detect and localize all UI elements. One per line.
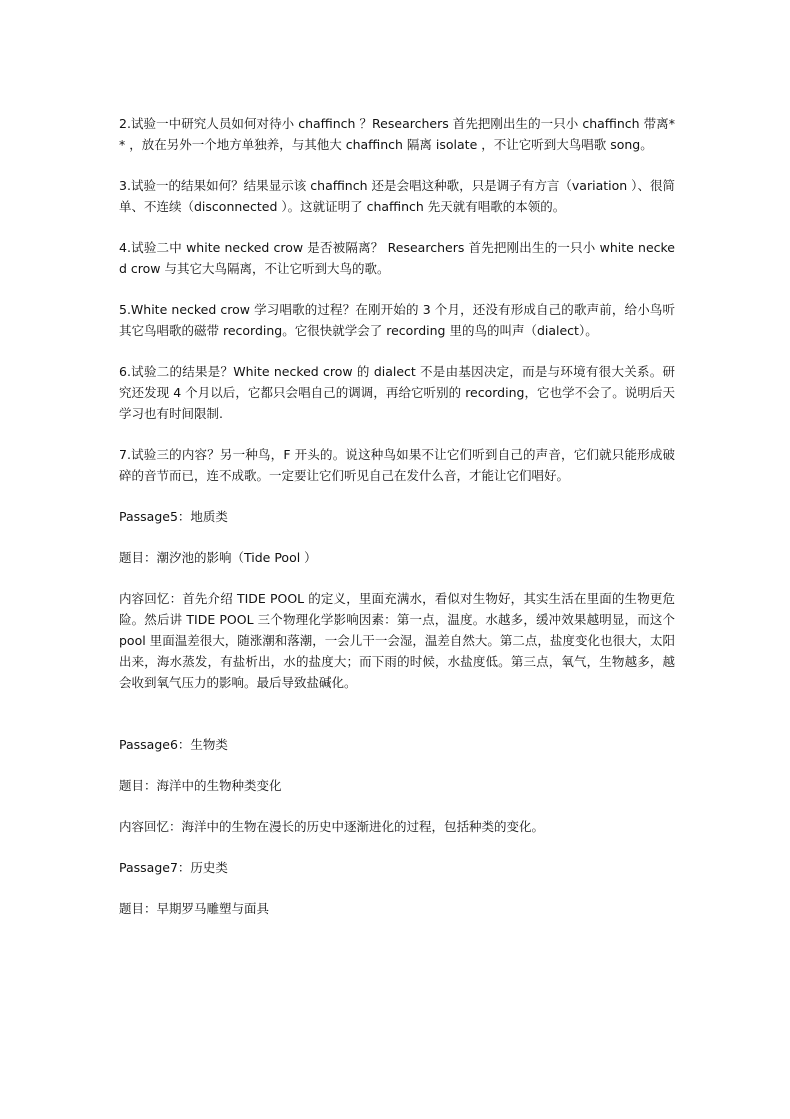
passage6-content: 内容回忆：海洋中的生物在漫长的历史中逐渐进化的过程，包括种类的变化。 — [119, 819, 545, 834]
q6-paragraph: 6.试验二的结果是？White necked crow 的 dialect 不是由基因决定，而是与环境有很大关系。研究还发现 4 个月以后，它都只会唱自己的调调，再给它听别的 recording，它也学不会了。说明后天学习也有时间限制. — [119, 364, 675, 421]
q7-paragraph: 7.试验三的内容？另一种鸟，F 开头的。说这种鸟如果不让它们听到自己的声音，它们就只能形成破碎的音节而已，连不成歌。一定要让它们听见自己在发什么音，才能让它们唱好。 — [119, 447, 675, 483]
passage5-heading: Passage5：地质类 — [119, 509, 228, 524]
document-page — [119, 113, 675, 939]
passage6-heading: Passage6：生物类 — [119, 737, 228, 752]
passage6-title: 题目：海洋中的生物种类变化 — [119, 778, 282, 793]
passage7-heading: Passage7：历史类 — [119, 860, 228, 875]
q5-paragraph: 5.White necked crow 学习唱歌的过程？在刚开始的 3 个月，还没有形成自己的歌声前，给小鸟听其它鸟唱歌的磁带 recording。它很快就学会了 recording 里的鸟的叫声（dialect）。 — [119, 302, 675, 338]
q2-paragraph: 2.试验一中研究人员如何对待小 chaffinch ？Researchers 首先把刚出生的一只小 chaffinch 带离** ，放在另外一个地方单独养，与其他大 chaffinch 隔离 isolate ，不让它听到大鸟唱歌 song。 — [119, 116, 675, 152]
q3-paragraph: 3.试验一的结果如何？结果显示该 chaffinch 还是会唱这种歌，只是调子有方言（variation ）、很简单、不连续（disconnected ）。这就证明了 chaffinch 先天就有唱歌的本领的。 — [119, 178, 675, 214]
passage5-content: 内容回忆：首先介绍 TIDE POOL 的定义，里面充满水，看似对生物好，其实生活在里面的生物更危险。然后讲 TIDE POOL 三个物理化学影响因素：第一点，温度。水越多，缓冲效果越明显，而这个 pool 里面温差很大，随涨潮和落潮，一会儿干一会湿，温差自然大。第二点，盐度变化也很大，太阳出来，海水蒸发，有盐析出，水的盐度大；而下雨的时候，水盐度低。第三点，氧气，生物越多，越会收到氧气压力的影响。最后导致盐碱化。 — [119, 591, 675, 690]
passage5-title: 题目：潮汐池的影响（Tide Pool ） — [119, 550, 317, 565]
q4-paragraph: 4.试验二中 white necked crow 是否被隔离？ Researchers 首先把刚出生的一只小 white necked crow 与其它大鸟隔离，不让它听到大鸟的歌。 — [119, 240, 675, 276]
passage7-title: 题目：早期罗马雕塑与面具 — [119, 901, 270, 916]
